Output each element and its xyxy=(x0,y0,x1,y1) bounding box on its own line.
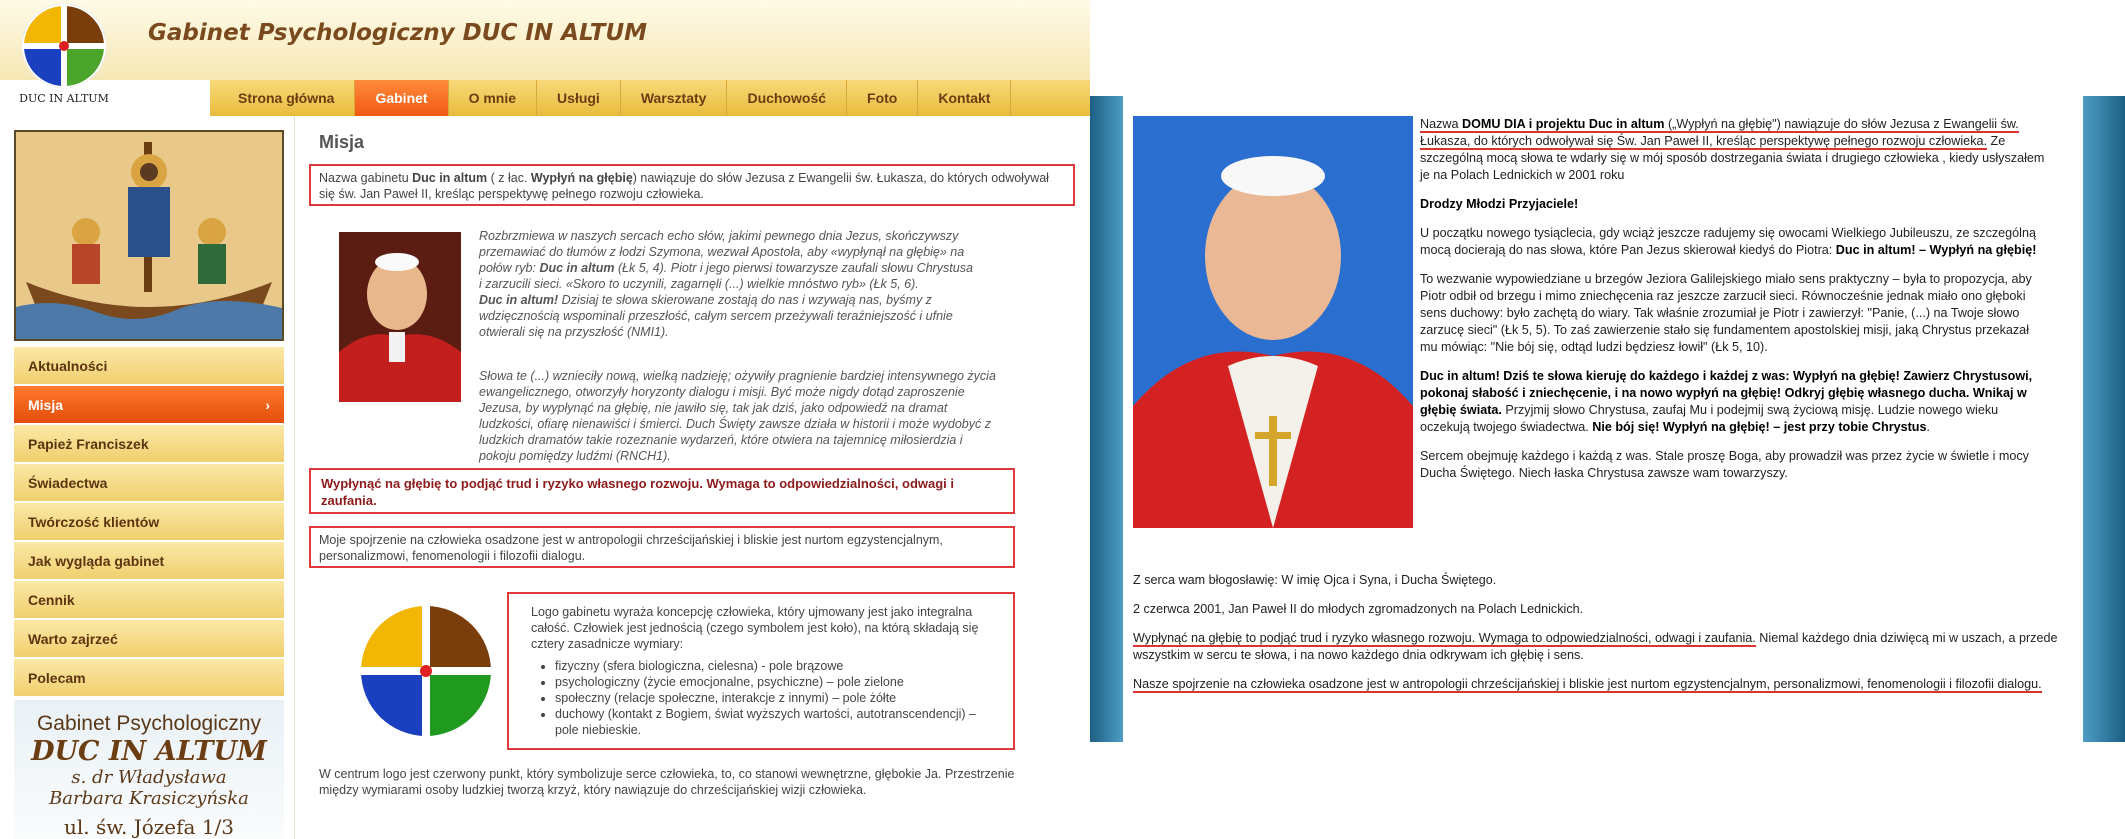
intro-bold: Wypłyń na głębię xyxy=(530,171,633,185)
sidebar-item-pricing[interactable] xyxy=(14,581,284,618)
list-item: • fizyczny (sfera biologiczna, cielesna) - pole brązowe xyxy=(555,658,991,674)
underlined-text: Wypłynąć na głębię to podjąć trud i ryzyko własnego rozwoju. Wymaga to odpowiedzialności, odwagi i zaufania. xyxy=(1133,631,1756,645)
right-article-panel xyxy=(1090,0,2125,839)
article-text-span: . xyxy=(1926,420,1930,434)
article-bottom-text xyxy=(1133,572,2073,705)
dimensions-list xyxy=(555,658,991,738)
quote-paragraph xyxy=(479,228,979,292)
sidebar-item-mission[interactable] xyxy=(14,386,284,423)
sidebar-item-worth-visiting[interactable] xyxy=(14,620,284,657)
address-banner xyxy=(14,700,284,839)
nav-item-gabinet[interactable]: Gabinet xyxy=(355,80,448,116)
blue-side-bar xyxy=(1090,96,1123,742)
quote-bold: Duc in altum xyxy=(539,261,615,275)
quote-text: Dzisiaj te słowa skierowane zostają do nas i wzywają nas, byśmy z wdzięcznością wspominali przeszłość, całym sercem przeżywali teraźniejszość i ufnie otwierali się na przyszłość (NMI1). xyxy=(479,293,953,339)
main-content xyxy=(294,116,1084,839)
sidebar-item-label: Polecam xyxy=(28,669,86,686)
list-item: • społeczny (relacje społeczne, interakcje z innymi) – pole żółte xyxy=(555,690,991,706)
article-paragraph xyxy=(1420,225,2045,259)
main-nav xyxy=(210,80,1090,116)
article-paragraph xyxy=(1133,630,2073,664)
list-item: • duchowy (kontakt z Bogiem, świat wyższych wartości, autotranscendencji) – pole niebieskie. xyxy=(555,706,991,738)
logo-diagram-icon xyxy=(359,604,493,738)
quote-paragraph xyxy=(479,292,979,340)
intro-highlight-box xyxy=(309,164,1075,206)
nav-item-photo[interactable]: Foto xyxy=(847,80,918,116)
pope-portrait xyxy=(1133,116,1413,528)
intro-text: ) nawiązuje do słów Jezusa z Ewangelii św. Łukasza, do których odwoływał się św. Jan Paweł II, kreśląc perspektywę pełnego rozwoju człowieka. xyxy=(319,171,1049,201)
page-title: Misja xyxy=(319,132,365,152)
sidebar-item-label: Misja xyxy=(28,396,64,413)
quote-text: (Łk 5, 4). Piotr i jego pierwsi towarzysze zaufali słowu Chrystusa i zarzucili sieci. «Skoro to uczynili, zagarnęli (...) wielkie mnóstwo ryb» (Łk 5, 6). xyxy=(479,261,973,291)
intro-bold: Duc in altum xyxy=(412,171,488,185)
quote-block xyxy=(479,228,979,340)
logo-text: DUC IN ALTUM xyxy=(19,92,109,105)
article-text-span: Niemal każdego dnia dziwięcą mi w uszach, a przede wszystkim w sercu te słowa, i na nowo każdego dnia odkrywam ich głębię i sens. xyxy=(1133,631,2058,662)
sidebar-item-label: Aktualności xyxy=(28,357,108,374)
sidebar xyxy=(14,130,284,839)
article-text-span: Przyjmij słowo Chrystusa, zaufaj Mu i podejmij swą życiową misję. Ludzie nowego wieku oczekują twojego świadectwa. xyxy=(1420,403,1999,434)
article-bold: Duc in altum! Dziś te słowa kieruję do każdego i każdej z was: Wypłyń na głębię! Zawierz Chrystusowi, pokonaj słabość i zniechęcenie, i na nowo wypłyń na głębię! Odkryj głębię własnego ducha. Wnikaj w głębię świata. xyxy=(1420,369,2033,417)
sidebar-item-news[interactable] xyxy=(14,347,284,384)
greeting-text: Drodzy Młodzi Przyjaciele! xyxy=(1420,197,1579,211)
sidebar-item-client-work[interactable] xyxy=(14,503,284,540)
date-line: 2 czerwca 2001, Jan Paweł II do młodych zgromadzonych na Polach Lednickich. xyxy=(1133,602,1584,616)
nav-item-workshops[interactable]: Warsztaty xyxy=(621,80,728,116)
chevron-right-icon: › xyxy=(265,396,270,413)
nav-item-contact[interactable]: Kontakt xyxy=(918,80,1011,116)
nav-item-services[interactable]: Usługi xyxy=(537,80,621,116)
quote-text: Słowa te (...) wznieciły nową, wielką nadzieję; ożywiły pragnienie bardziej intensywnego życia ewangelicznego, otworzyły horyzonty dialogu i misji. Być może nigdy dotąd zaproszenie Jezusa, by wypłynąć na głębię, nie jawiło się, tak jak dziś, jako odpowiedź na dramat ludzkości, ofiarę nienawiści i śmierci. Duch Święty zawsze działa w historii i może wydobyć z ludzkich dramatów takie rozeznanie wydarzeń, które otwiera na tajemnicę miłosierdzia i pokoju pomiędzy ludźmi (RNCH1). xyxy=(479,369,996,463)
banner-line: Barbara Krasiczyńska xyxy=(49,788,249,809)
duc-in-altum-logo[interactable] xyxy=(14,2,114,110)
nav-item-home[interactable]: Strona główna xyxy=(218,80,355,116)
banner-line: DUC IN ALTUM xyxy=(31,736,267,767)
banner-line: ul. św. Józefa 1/3 xyxy=(63,815,235,839)
article-text-span: („Wypłyń na głębię") nawiązuje do słów Jezusa z Ewangelii św. Łukasza, do których odwoływał się Św. Jan Paweł II, kreśląc perspektywę pełnego rozwoju człowieka. xyxy=(1420,117,2019,148)
article-text-span: Ze szczególną mocą słowa te wdarły się w mój sposób dostrzegania świata i drugiego człowieka , kiedy usłyszałem je na Polach Lednickich w 2001 roku xyxy=(1420,134,2045,182)
article-paragraph: Sercem obejmuję każdego i każdą z was. Stale proszę Boga, aby prowadził was przez życie w świetle i mocy Ducha Świętego. Niech łaska Chrystusa zawsze wam towarzyszy. xyxy=(1420,449,2029,480)
nav-item-about[interactable]: O mnie xyxy=(449,80,537,116)
article-paragraph xyxy=(1133,676,2073,693)
nav-item-spirituality[interactable]: Duchowość xyxy=(727,80,847,116)
article-paragraph: To wezwanie wypowiedziane u brzegów Jeziora Galilejskiego miało sens praktyczny – była to propozycja, aby Piotr odbił od brzegu i mimo zniechęcenia raz jeszcze zarzucił sieci. Równocześnie jednak miało ono głęboki sens duchowy: było zachętą do wiary. Tak właśnie zrozumiał je Piotr i zawierzył: "Panie, (...) na Twoje słowo zarzucę sieci" (Łk 5, 5). To zaś zawierzenie stało się fundamentem apostolskiej misji, jaką Chrystus przekazał mu mówiąc: "Nie bój się, odtąd ludzi będziesz łowił" (Łk 5, 10). xyxy=(1420,272,2032,354)
quote-paragraph-3 xyxy=(319,368,999,464)
intro-text: Nazwa gabinetu xyxy=(319,171,413,185)
site-title: Gabinet Psychologiczny DUC IN ALTUM xyxy=(148,20,648,46)
duc-in-altum-icon-image xyxy=(14,130,284,341)
article-text-span: U początku nowego tysiąclecia, gdy wciąż jeszcze radujemy się owocami Wielkiego Jubileuszu, ze szczególną mocą docierają do nas słowa, które Pan Jezus skierował kiedyś do Piotra: xyxy=(1420,226,2036,257)
strong-highlight-box: Wypłynąć na głębię to podjąć trud i ryzyko własnego rozwoju. Wymaga to odpowiedzialności, odwagi i zaufania. xyxy=(309,468,1015,514)
blue-side-bar xyxy=(2083,96,2125,742)
article-bold: DOMU DIA i projektu Duc in altum xyxy=(1462,117,1665,131)
sidebar-item-testimonies[interactable] xyxy=(14,464,284,501)
article-text xyxy=(1420,116,2045,494)
article-content xyxy=(1123,96,2083,742)
intro-text: ( z łac. xyxy=(487,171,531,185)
sidebar-item-label: Jak wygląda gabinet xyxy=(28,552,165,569)
sidebar-item-label: Twórczość klientów xyxy=(28,513,160,530)
underlined-text: Nasze spojrzenie na człowieka osadzone jest w antropologii chrześcijańskiej i bliskie jest nurtom egzystencjalnym, personalizmowi, fenomenologii i filozofii dialogu. xyxy=(1133,677,2042,691)
sidebar-item-office-look[interactable] xyxy=(14,542,284,579)
sidebar-item-pope-francis[interactable] xyxy=(14,425,284,462)
article-bold: Nie bój się! Wypłyń na głębię! – jest przy tobie Chrystus xyxy=(1592,420,1927,434)
banner-line: s. dr Władysława xyxy=(71,767,227,788)
list-item: • psychologiczny (życie emocjonalne, psychiczne) – pole zielone xyxy=(555,674,991,690)
logo-description: Logo gabinetu wyraża koncepcję człowieka, który ujmowany jest jako integralna całość. Człowiek jest jednością (czego symbolem jest koło), na którą składają się cztery zasadnicze wymiary: xyxy=(531,605,979,651)
article-bold: Duc in altum! – Wypłyń na głębię! xyxy=(1835,243,2037,257)
sidebar-item-recommend[interactable] xyxy=(14,659,284,696)
quote-bold: Duc in altum! xyxy=(479,293,559,307)
article-paragraph xyxy=(1420,368,2045,436)
article-paragraph xyxy=(1420,116,2045,184)
sidebar-item-label: Papież Franciszek xyxy=(28,435,149,452)
sidebar-item-label: Warto zajrzeć xyxy=(28,630,118,647)
blessing: Z serca wam błogosławię: W imię Ojca i Syna, i Ducha Świętego. xyxy=(1133,573,1497,587)
final-paragraph: W centrum logo jest czerwony punkt, który symbolizuje serce człowieka, to, co stanowi wewnętrzne, głębokie Ja. Przestrzenie między wymiarami osoby ludzkiej tworzą krzyż, który nawiązuje do chrześcijańskiej wizji człowieka. xyxy=(319,767,1015,797)
banner-line: Gabinet Psychologiczny xyxy=(36,712,262,735)
quote-text: Rozbrzmiewa w naszych sercach echo słów, jakimi pewnego dnia Jezus, skończywszy przemawiać do tłumów z łodzi Szymona, wezwał Apostoła, aby «wypłynął na głębię» na połów ryb: xyxy=(479,229,965,275)
greeting xyxy=(1420,196,2045,213)
sidebar-item-label: Świadectwa xyxy=(28,474,108,491)
article-text-span: Nazwa xyxy=(1420,117,1462,131)
anthropology-box: Moje spojrzenie na człowieka osadzone jest w antropologii chrześcijańskiej i bliskie jest nurtom egzystencjalnym, personalizmowi, fenomenologii i filozofii dialogu. xyxy=(309,526,1015,568)
logo-description-box xyxy=(507,592,1015,750)
sidebar-item-label: Cennik xyxy=(28,591,75,608)
